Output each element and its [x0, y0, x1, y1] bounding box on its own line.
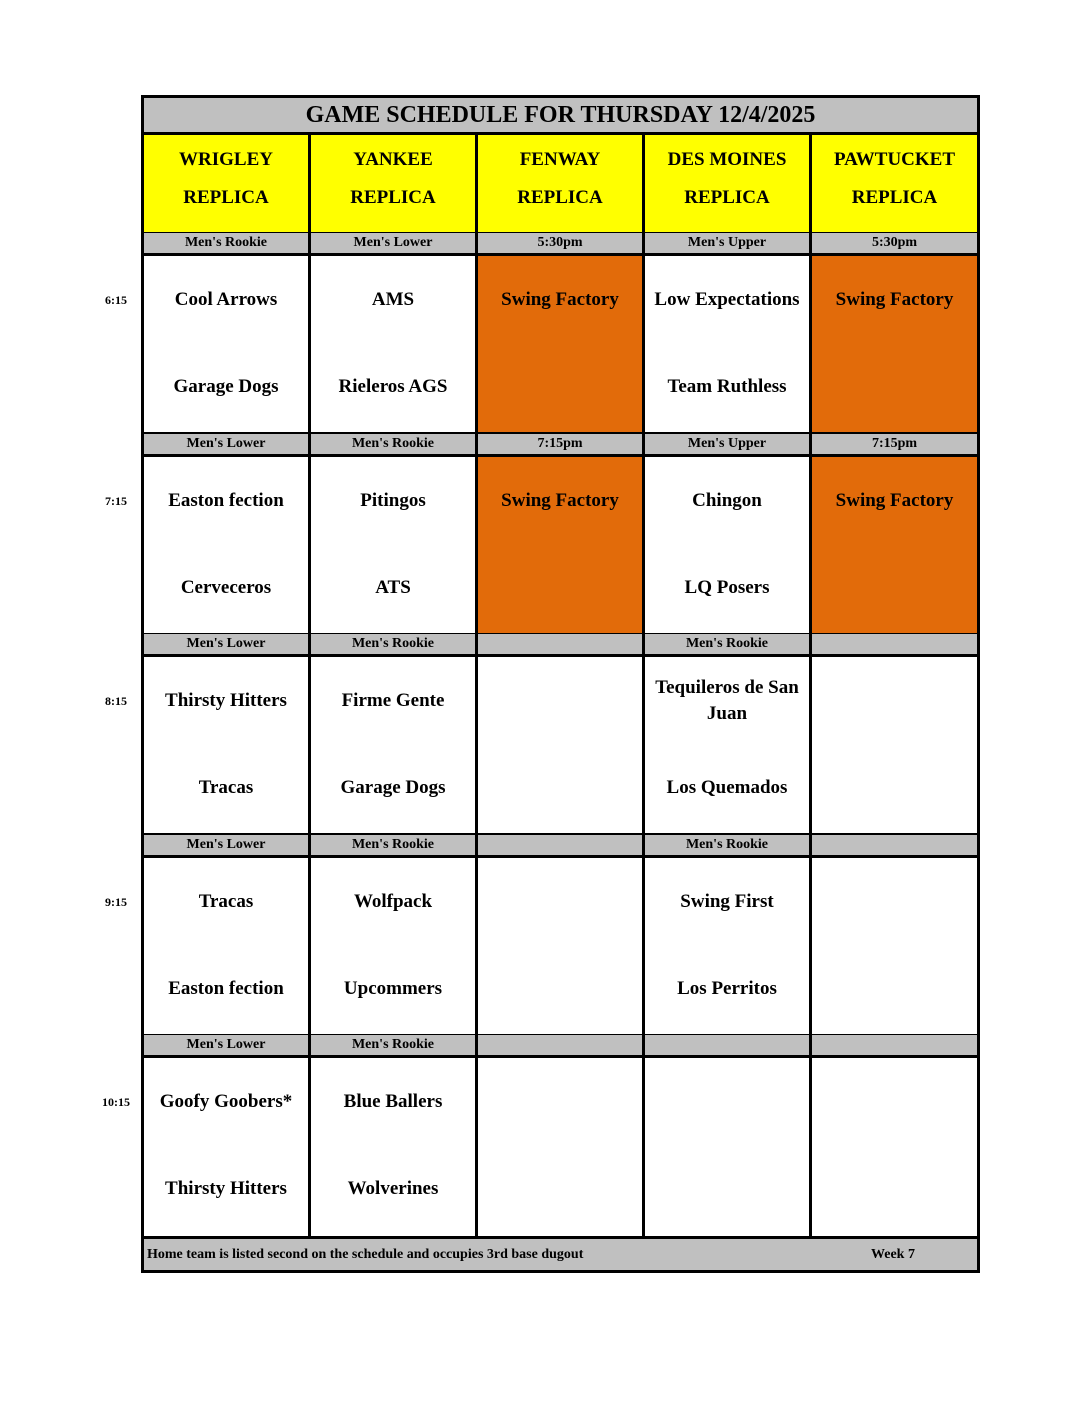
column-rule — [809, 135, 812, 1236]
game-cell — [478, 256, 642, 432]
away-team: Cool Arrows — [174, 289, 278, 310]
week-label: Week 7 — [871, 1247, 915, 1262]
away-team — [647, 1058, 807, 1146]
away-team — [814, 858, 975, 946]
home-team: Tracas — [198, 777, 254, 798]
game-cell — [311, 657, 475, 833]
away-team: Easton fection — [168, 490, 284, 511]
column-rule — [308, 135, 311, 1236]
home-team: Garage Dogs — [340, 777, 446, 798]
home-team: Thirsty Hitters — [165, 1178, 287, 1199]
field-header-2 — [478, 135, 642, 233]
game-cell — [812, 657, 977, 833]
away-team: Tracas — [198, 891, 254, 912]
game-cell — [144, 457, 308, 633]
game-cell — [144, 1058, 308, 1234]
division-label: Men's Rookie — [311, 634, 475, 654]
division-label — [812, 634, 977, 654]
home-team: ATS — [375, 577, 411, 598]
home-team: Easton fection — [168, 978, 284, 999]
field-subtitle: REPLICA — [183, 187, 269, 208]
division-label: Men's Upper — [645, 233, 809, 253]
game-cell — [812, 1058, 977, 1234]
field-name: WRIGLEY — [179, 149, 273, 170]
field-name: YANKEE — [353, 149, 433, 170]
field-subtitle: REPLICA — [350, 187, 436, 208]
division-label — [812, 835, 977, 855]
field-subtitle: REPLICA — [851, 187, 938, 208]
time-label: 6:15 — [105, 293, 127, 307]
game-cell — [478, 1058, 642, 1234]
home-team: Upcommers — [343, 978, 443, 999]
home-team — [814, 1146, 975, 1232]
home-team — [480, 745, 640, 831]
field-header-4 — [812, 135, 977, 233]
column-rule — [475, 135, 478, 1236]
away-team: Swing Factory — [501, 490, 619, 511]
away-team: Thirsty Hitters — [165, 690, 287, 711]
game-cell — [645, 657, 809, 833]
game-cell — [478, 657, 642, 833]
away-team: Wolfpack — [353, 891, 433, 912]
game-cell — [812, 256, 977, 432]
home-team: Rieleros AGS — [338, 376, 448, 397]
away-team: Chingon — [692, 490, 762, 511]
division-label: Men's Lower — [311, 233, 475, 253]
home-team — [814, 946, 975, 1032]
away-team — [480, 657, 640, 745]
away-team — [814, 1058, 975, 1146]
game-cell — [645, 1058, 809, 1234]
game-cell — [812, 858, 977, 1034]
home-team — [814, 545, 975, 631]
division-label: Men's Lower — [144, 634, 308, 654]
away-team: Goofy Goobers* — [159, 1091, 293, 1112]
time-label: 9:15 — [105, 895, 127, 909]
game-cell — [311, 457, 475, 633]
game-cell — [144, 256, 308, 432]
home-team: LQ Posers — [684, 577, 770, 598]
away-team: Blue Ballers — [343, 1091, 443, 1112]
division-label: Men's Rookie — [645, 835, 809, 855]
division-label: Men's Rookie — [144, 233, 308, 253]
field-subtitle: REPLICA — [684, 187, 770, 208]
division-label: Men's Lower — [144, 434, 308, 454]
time-label: 8:15 — [105, 694, 127, 708]
division-label: Men's Rookie — [311, 835, 475, 855]
home-team — [647, 1146, 807, 1232]
home-team: Cerveceros — [180, 577, 272, 598]
home-team: Los Perritos — [677, 978, 777, 999]
field-name: PAWTUCKET — [833, 149, 956, 170]
game-cell — [311, 858, 475, 1034]
away-team: Low Expectations — [654, 289, 800, 310]
away-team: Swing First — [680, 891, 774, 912]
division-label: Men's Lower — [144, 835, 308, 855]
away-team — [480, 1058, 640, 1146]
away-team: Swing Factory — [835, 490, 954, 511]
game-cell — [478, 457, 642, 633]
division-label: 5:30pm — [478, 233, 642, 253]
field-name: DES MOINES — [667, 149, 787, 170]
division-label — [645, 1035, 809, 1055]
game-cell — [645, 858, 809, 1034]
division-label — [812, 1035, 977, 1055]
away-team — [814, 657, 975, 745]
away-team: Pitingos — [360, 490, 426, 511]
division-label: Men's Upper — [645, 434, 809, 454]
field-name: FENWAY — [519, 149, 601, 170]
field-subtitle: REPLICA — [517, 187, 603, 208]
home-team — [480, 344, 640, 430]
game-cell — [812, 457, 977, 633]
away-team: Tequileros de San Juan — [655, 677, 799, 724]
division-label: 7:15pm — [478, 434, 642, 454]
game-cell — [478, 858, 642, 1034]
home-team — [480, 1146, 640, 1232]
division-label: 5:30pm — [812, 233, 977, 253]
away-team: Swing Factory — [835, 289, 954, 310]
division-label — [478, 1035, 642, 1055]
time-label: 10:15 — [102, 1095, 130, 1109]
time-label: 7:15 — [105, 494, 127, 508]
field-header-3 — [645, 135, 809, 233]
division-label: Men's Rookie — [645, 634, 809, 654]
division-label: Men's Rookie — [311, 1035, 475, 1055]
game-cell — [645, 256, 809, 432]
game-cell — [144, 858, 308, 1034]
home-team-note: Home team is listed second on the schedule and occupies 3rd base dugout — [147, 1247, 584, 1262]
game-cell — [311, 256, 475, 432]
home-team: Los Quemados — [666, 777, 788, 798]
game-cell — [144, 657, 308, 833]
home-team — [480, 545, 640, 631]
away-team: Swing Factory — [501, 289, 619, 310]
game-cell — [645, 457, 809, 633]
game-cell — [311, 1058, 475, 1234]
division-label — [478, 835, 642, 855]
division-label — [478, 634, 642, 654]
home-team — [814, 344, 975, 430]
field-header-1 — [311, 135, 475, 233]
division-label: Men's Lower — [144, 1035, 308, 1055]
home-team: Wolverines — [347, 1178, 439, 1199]
division-label: 7:15pm — [812, 434, 977, 454]
away-team — [480, 858, 640, 946]
schedule-title: GAME SCHEDULE FOR THURSDAY 12/4/2025 — [144, 98, 977, 135]
home-team — [814, 745, 975, 831]
away-team: Firme Gente — [341, 690, 445, 711]
home-team: Team Ruthless — [667, 376, 787, 397]
home-team — [480, 946, 640, 1032]
away-team: AMS — [371, 289, 415, 310]
schedule-sheet — [141, 95, 980, 1273]
column-rule — [642, 135, 645, 1236]
field-header-0 — [144, 135, 308, 233]
division-label: Men's Rookie — [311, 434, 475, 454]
schedule-footer — [144, 1236, 977, 1270]
home-team: Garage Dogs — [173, 376, 279, 397]
